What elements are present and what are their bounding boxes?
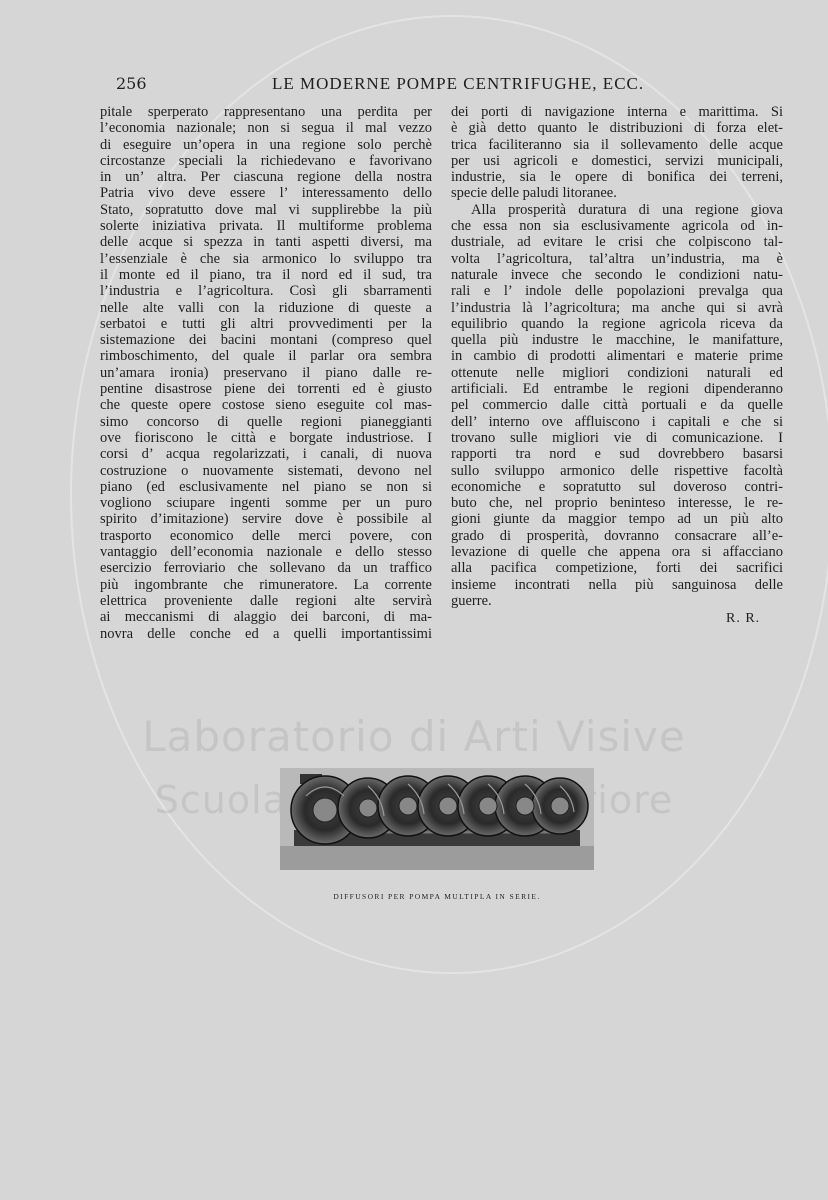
text-line: che essa non sia esclusivamente agricola od in- [451, 218, 783, 235]
text-line: simo concorso di quelle regioni pianeggianti [100, 413, 432, 430]
text-line: Stato, sopratutto dove mal vi supplirebbe la più [100, 201, 432, 218]
text-line: un’amara ironia) preservano il piano dalle re- [100, 364, 432, 381]
author-signature: R. R. [726, 611, 761, 626]
text-line: trasporto economico delle merci povere, con [100, 527, 432, 544]
text-line: industrie, sia le opere di bonifica dei terreni, [451, 169, 783, 186]
text-line: l’economia nazionale; non si segua il mal vezzo [100, 120, 432, 137]
pump-diffusers-illustration [280, 768, 594, 870]
text-line: di eseguire un’opera in una regione solo perchè [100, 136, 432, 153]
text-line: trica faciliteranno sia il sollevamento delle acque [451, 136, 783, 153]
text-line: ove fioriscono le città e borgate industriose. I [100, 429, 432, 446]
text-line: l’industria e l’agricoltura. Così gli sbarramenti [100, 283, 432, 300]
running-title: LE MODERNE POMPE CENTRIFUGHE, ECC. [272, 74, 645, 93]
text-line: solerte iniziativa privata. Il multiforme problema [100, 218, 432, 235]
text-line: gioni giunte da maggior tempo ad un più alto [451, 511, 783, 528]
text-line: ottenute nelle migliori condizioni naturali ed [451, 364, 783, 381]
watermark-line-1: Laboratorio di Arti Visive [142, 712, 686, 761]
text-line: buto che, nel proprio beninteso interesse, le re- [451, 495, 783, 512]
text-line: delle acque si spezza in tanti aspetti diversi, ma [100, 234, 432, 251]
text-line: è già detto quanto le distribuzioni di forza elet- [451, 120, 783, 137]
page-number: 256 [116, 74, 147, 93]
text-line: guerre. [451, 592, 492, 609]
text-line: dei porti di navigazione interna e marittima. Si [451, 104, 783, 120]
text-line: circostanze speciali la richiedevano e favorivano [100, 152, 432, 169]
text-line: artificiali. Ed entrambe le regioni dipenderanno [451, 381, 783, 398]
text-line: vogliono sciupare ingenti somme per un puro [100, 495, 432, 512]
text-line: Alla prosperità duratura di una regione giova [471, 201, 783, 218]
text-column-right [451, 104, 783, 609]
text-line: equilibrio quando la regione agricola riceva da [451, 315, 783, 332]
text-line: l’industria là l’agricoltura; ma anche qui si avrà [451, 299, 783, 316]
watermark-line-2: Scuola [154, 778, 287, 822]
text-line: pentine disastrose piene dei torrenti ed è giusto [100, 381, 432, 398]
text-line: naturale invece che secondo le condizioni natu- [451, 266, 783, 283]
text-line: in un’ altra. Per ciascuna regione della nostra [100, 169, 432, 186]
text-line: il monte ed il piano, tra il nord ed il sud, tra [100, 266, 432, 283]
text-line: sistemazione dei bacini montani (compreso quel [100, 332, 432, 349]
text-line: trovano sulle migliori vie di comunicazione. I [451, 429, 783, 446]
text-line: ai meccanismi di alaggio dei barconi, di ma- [100, 609, 432, 626]
text-line: volta l’agricoltura, tal’altra un’industria, ma è [451, 250, 783, 267]
text-line: per usi agricoli e domestici, servizi municipali, [451, 152, 783, 169]
text-line: pitale sperperato rappresentano una perdita per [100, 104, 432, 120]
text-line: corsi d’ acqua regolarizzati, i canali, di nuova [100, 446, 432, 463]
text-line: l’essenziale è che sia armonico lo sviluppo tra [100, 250, 432, 267]
text-line: dell’ interno ove affluiscono i capitali e che si [451, 413, 783, 430]
text-line: dustriale, ad evitare le crisi che colpiscono tal- [451, 234, 783, 251]
text-line: che queste opere costose sieno eseguite col mas- [100, 397, 432, 414]
text-line: insieme incontrati nella più sanguinosa delle [451, 576, 783, 593]
text-line: vantaggio dell’economia nazionale e dello stesso [100, 544, 432, 561]
text-line: piano (ed esclusivamente nel piano se non si [100, 478, 432, 495]
text-line: levazione di quelle che appena ora si affacciano [451, 544, 783, 561]
text-line: alla pacifica competizione, forti dei sacrifici [451, 560, 783, 577]
figure-caption: DIFFUSORI PER POMPA MULTIPLA IN SERIE. [333, 892, 541, 901]
text-line: rapporti tra nord e sud dovrebbero basarsi [451, 446, 783, 463]
text-line: in cambio di prodotti alimentari e materie prime [451, 348, 783, 365]
text-line: pel commercio dalle città portuali e da quelle [451, 397, 783, 414]
text-line: Patria vivo deve essere l’ interessamento dello [100, 185, 432, 202]
text-line: più ingombrante che rimuneratore. La corrente [100, 576, 432, 593]
text-line: rali e l’ indole delle popolazioni prevalga qua [451, 283, 783, 300]
text-line: economiche e sopratutto sul doveroso contri- [451, 478, 783, 495]
text-column-left [100, 104, 432, 642]
text-line: esercizio ferroviario che sollevano da un traffico [100, 560, 432, 577]
text-line: grado di prosperità, dovranno consacrare all’e- [451, 527, 783, 544]
text-line: quella più industre le macchine, le manifatture, [451, 332, 783, 349]
text-line: nelle alte valli con la riduzione di queste a [100, 299, 432, 316]
text-line: rimboschimento, del quale il parlar ora sembra [100, 348, 432, 365]
text-line: specie delle paludi litoranee. [451, 185, 617, 202]
figure-photo [280, 768, 594, 870]
text-line: spirito d’imitazione) servire dove è possibile al [100, 511, 432, 528]
text-line: costruzione o nuovamente sistemati, devono nel [100, 462, 432, 479]
text-line: serbatoi e tutti gli altri provvedimenti per la [100, 315, 432, 332]
text-line: novra delle conche ed a quelli importantissimi [100, 625, 432, 642]
text-line: sullo sviluppo armonico delle rispettive facoltà [451, 462, 783, 479]
text-line: elettrica proveniente dalle regioni alte servirà [100, 592, 432, 609]
page-header [116, 74, 796, 96]
